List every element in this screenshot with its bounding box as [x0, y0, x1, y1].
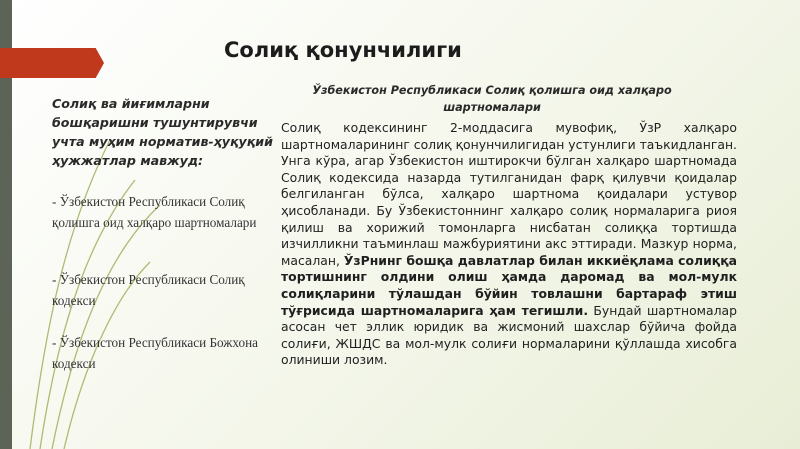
section-subheading: Ўзбекистон Республикаси Солиқ қолишга оид халқаро шартномалари — [312, 84, 672, 114]
body-paragraph — [281, 120, 737, 369]
slide-title: Солиқ қонунчилиги — [224, 38, 462, 62]
list-item-customs-code: - Ўзбекистон Республикаси Божхона кодекси — [52, 335, 258, 371]
body-text-part2: Бундай шартномалар асосан чет эллик юридик ва жисмоний шахслар бўйича фойда солиғи, ЖШДС ва мол-мулк солиғи нормаларини қўллашда хисобга олиниши лозим. — [281, 302, 737, 368]
body-text-part1: Солиқ кодексининг 2-моддасига мувофиқ, ЎзР халқаро шартномаларининг солиқ қонунчилигидан устунлиги таъкидланган. Унга кўра, агар Ўзбекистон иштирокчи бўлган халқаро шартномада Солиқ кодексида назарда тутилганидан фарқ қилувчи қоидалар белгиланган бўлса, халқаро шартнома қоидалари устувор ҳисобланади. Бу Ўзбекистоннинг халқаро солиқ нормаларига риоя қилиш ва хорижий томонларга нисбатан солиққа тортишда изчилликни таъминлаш мажбуриятини акс эттиради. Мазкур норма, масалан, — [281, 120, 737, 268]
body-text-bold: ЎзРнинг бошқа давлатлар билан иккиёқлама солиққа тортишнинг олдини олиш ҳамда даромад ва мол-мулк солиқларини тўлашдан бўйин товлашни бартараф этиш тўғрисида шартномаларига ҳам тегишли. — [281, 252, 737, 318]
list-item-tax-code: - Ўзбекистон Республикаси Солиқ кодекси — [52, 272, 245, 308]
list-item-international-treaties: - Ўзбекистон Республикаси Солиқ қолишга оид халқаро шартномалари — [52, 194, 257, 230]
left-heading: Солиқ ва йиғимларни бошқаришни тушунтирувчи учта муҳим норматив-ҳуқуқий ҳужжатлар мавжуд: — [52, 96, 273, 168]
title-ribbon-arrow — [0, 48, 104, 78]
